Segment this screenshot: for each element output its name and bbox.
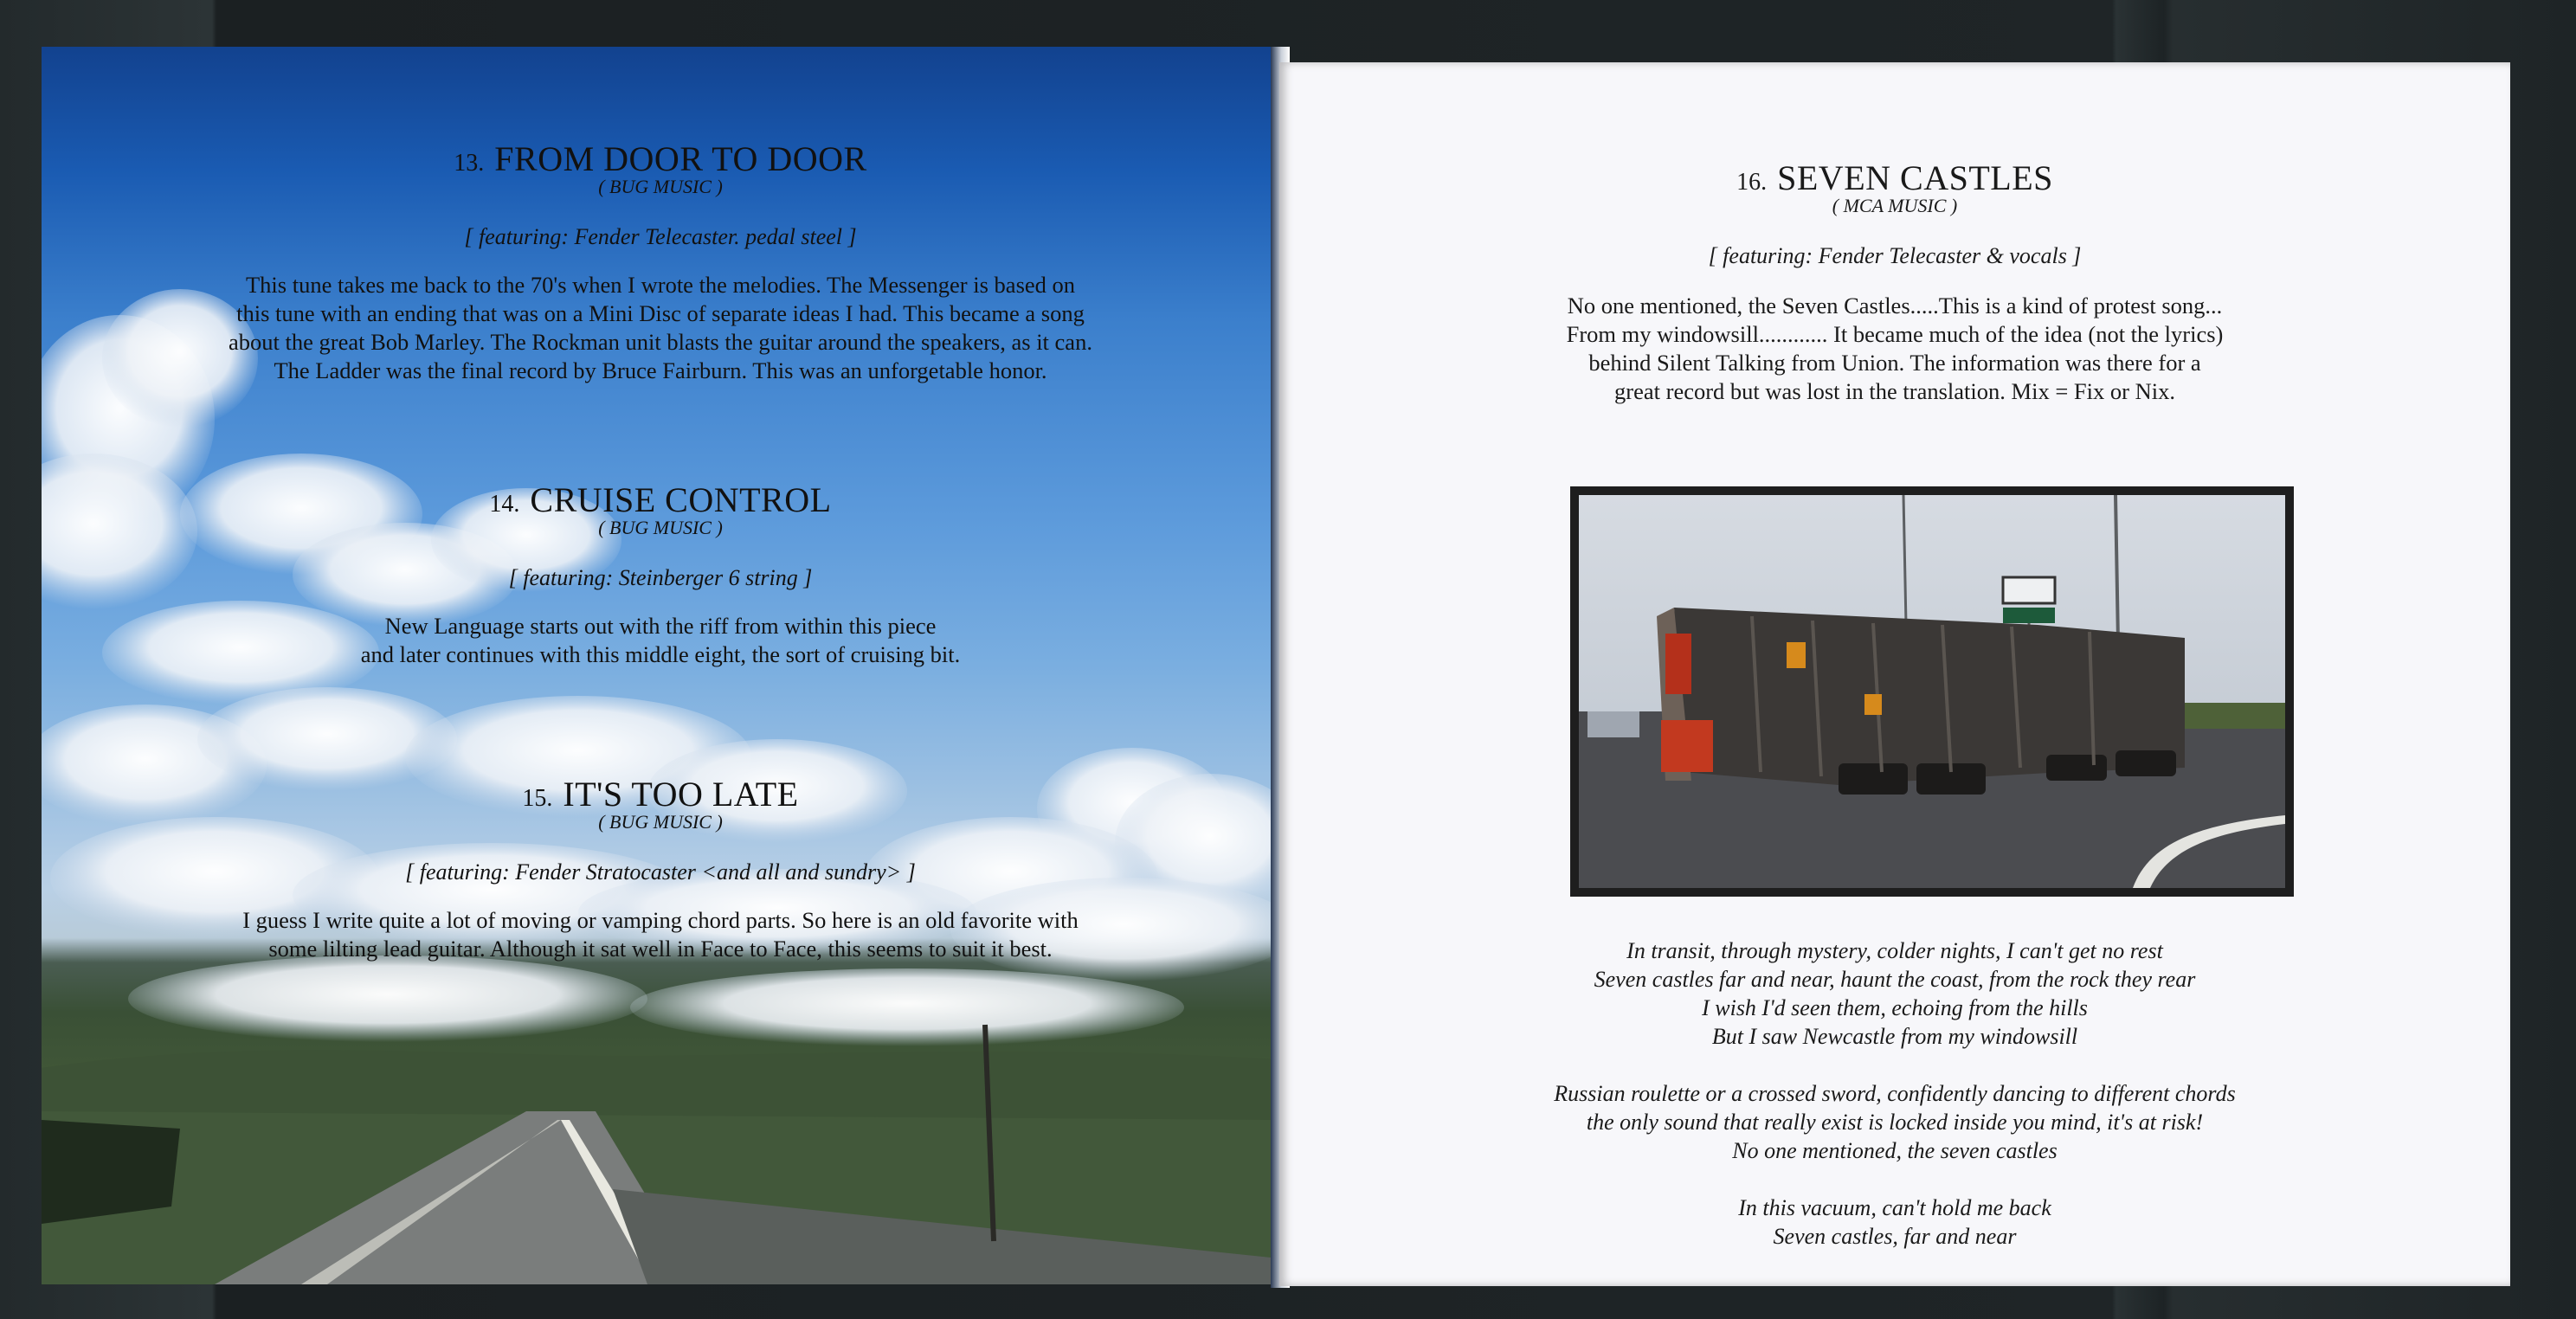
track-title: IT'S TOO LATE [563, 775, 799, 814]
track-number: 15. [522, 785, 553, 812]
track-14-heading [42, 479, 1279, 520]
description-line: From my windowsill............ It became much of the idea (not the lyrics) [1566, 321, 2224, 347]
lyric-line: Russian roulette or a crossed sword, confidently dancing to different chords [1554, 1081, 2236, 1106]
track-featuring: [ featuring: Fender Telecaster & vocals ] [1708, 243, 2082, 268]
lyrics-block [1279, 936, 2510, 1251]
lyric-line: In transit, through mystery, colder nights, I can't get no rest [1626, 938, 2163, 963]
track-publisher: ( BUG MUSIC ) [598, 517, 723, 538]
left-page [42, 47, 1279, 1284]
description-line: great record but was lost in the translation. Mix = Fix or Nix. [1614, 378, 2175, 404]
lyrics-verse-2 [1279, 1079, 2510, 1165]
description-line: No one mentioned, the Seven Castles.....This is a kind of protest song... [1567, 293, 2223, 318]
track-publisher: ( MCA MUSIC ) [1832, 195, 1958, 216]
description-line: about the great Bob Marley. The Rockman unit blasts the guitar around the speakers, as it can. [229, 329, 1092, 355]
overturned-truck-photo-frame [1570, 486, 2294, 897]
track-title: SEVEN CASTLES [1777, 158, 2053, 197]
track-title: FROM DOOR TO DOOR [494, 139, 867, 178]
lyric-line: No one mentioned, the seven castles [1732, 1138, 2058, 1163]
lyric-line: But I saw Newcastle from my windowsill [1711, 1024, 2078, 1049]
track-number: 16. [1736, 169, 1768, 196]
cd-booklet-spread [42, 47, 2522, 1288]
track-publisher: ( BUG MUSIC ) [598, 811, 723, 833]
description-line: The Ladder was the final record by Bruce Fairburn. This was an unforgetable honor. [274, 357, 1047, 383]
track-number: 13. [454, 150, 485, 177]
lyric-line: Seven castles, far and near [1773, 1224, 2017, 1249]
left-page-text [42, 47, 1279, 1284]
description-line: This tune takes me back to the 70's when I wrote the melodies. The Messenger is based on [245, 272, 1076, 298]
track-title: CRUISE CONTROL [530, 480, 832, 519]
description-line: and later continues with this middle eight, the sort of cruising bit. [360, 641, 961, 667]
lyric-line: the only sound that really exist is locked inside you mind, it's at risk! [1586, 1110, 2204, 1135]
track-description [1279, 292, 2510, 406]
track-13-section [42, 138, 1279, 385]
description-line: New Language starts out with the riff from within this piece [384, 613, 937, 639]
track-description [42, 906, 1279, 963]
track-16-heading [1279, 158, 2510, 198]
description-line: behind Silent Talking from Union. The information was there for a [1588, 350, 2201, 376]
track-14-section [42, 479, 1279, 669]
track-15-section [42, 774, 1279, 963]
track-16-section [1279, 158, 2510, 406]
track-description [42, 612, 1279, 669]
lyrics-verse-1 [1279, 936, 2510, 1051]
track-number: 14. [489, 491, 520, 518]
description-line: I guess I write quite a lot of moving or vamping chord parts. So here is an old favorite with [242, 907, 1079, 933]
track-publisher: ( BUG MUSIC ) [598, 176, 723, 197]
description-line: some lilting lead guitar. Although it sat well in Face to Face, this seems to suit it best. [268, 936, 1053, 962]
track-13-heading [42, 138, 1279, 179]
lyric-line: I wish I'd seen them, echoing from the hills [1702, 995, 2088, 1020]
lyrics-verse-3 [1279, 1194, 2510, 1251]
track-featuring: [ featuring: Steinberger 6 string ] [508, 565, 813, 590]
overturned-truck-photo [1579, 495, 2285, 888]
track-featuring: [ featuring: Fender Telecaster. pedal steel ] [464, 224, 857, 249]
track-featuring: [ featuring: Fender Stratocaster <and all and sundry> ] [405, 859, 916, 885]
track-description [42, 271, 1279, 385]
lyric-line: In this vacuum, can't hold me back [1738, 1195, 2051, 1220]
lyric-line: Seven castles far and near, haunt the coast, from the rock they rear [1594, 967, 2196, 992]
track-15-heading [42, 774, 1279, 814]
description-line: this tune with an ending that was on a Mini Disc of separate ideas I had. This became a song [236, 300, 1085, 326]
